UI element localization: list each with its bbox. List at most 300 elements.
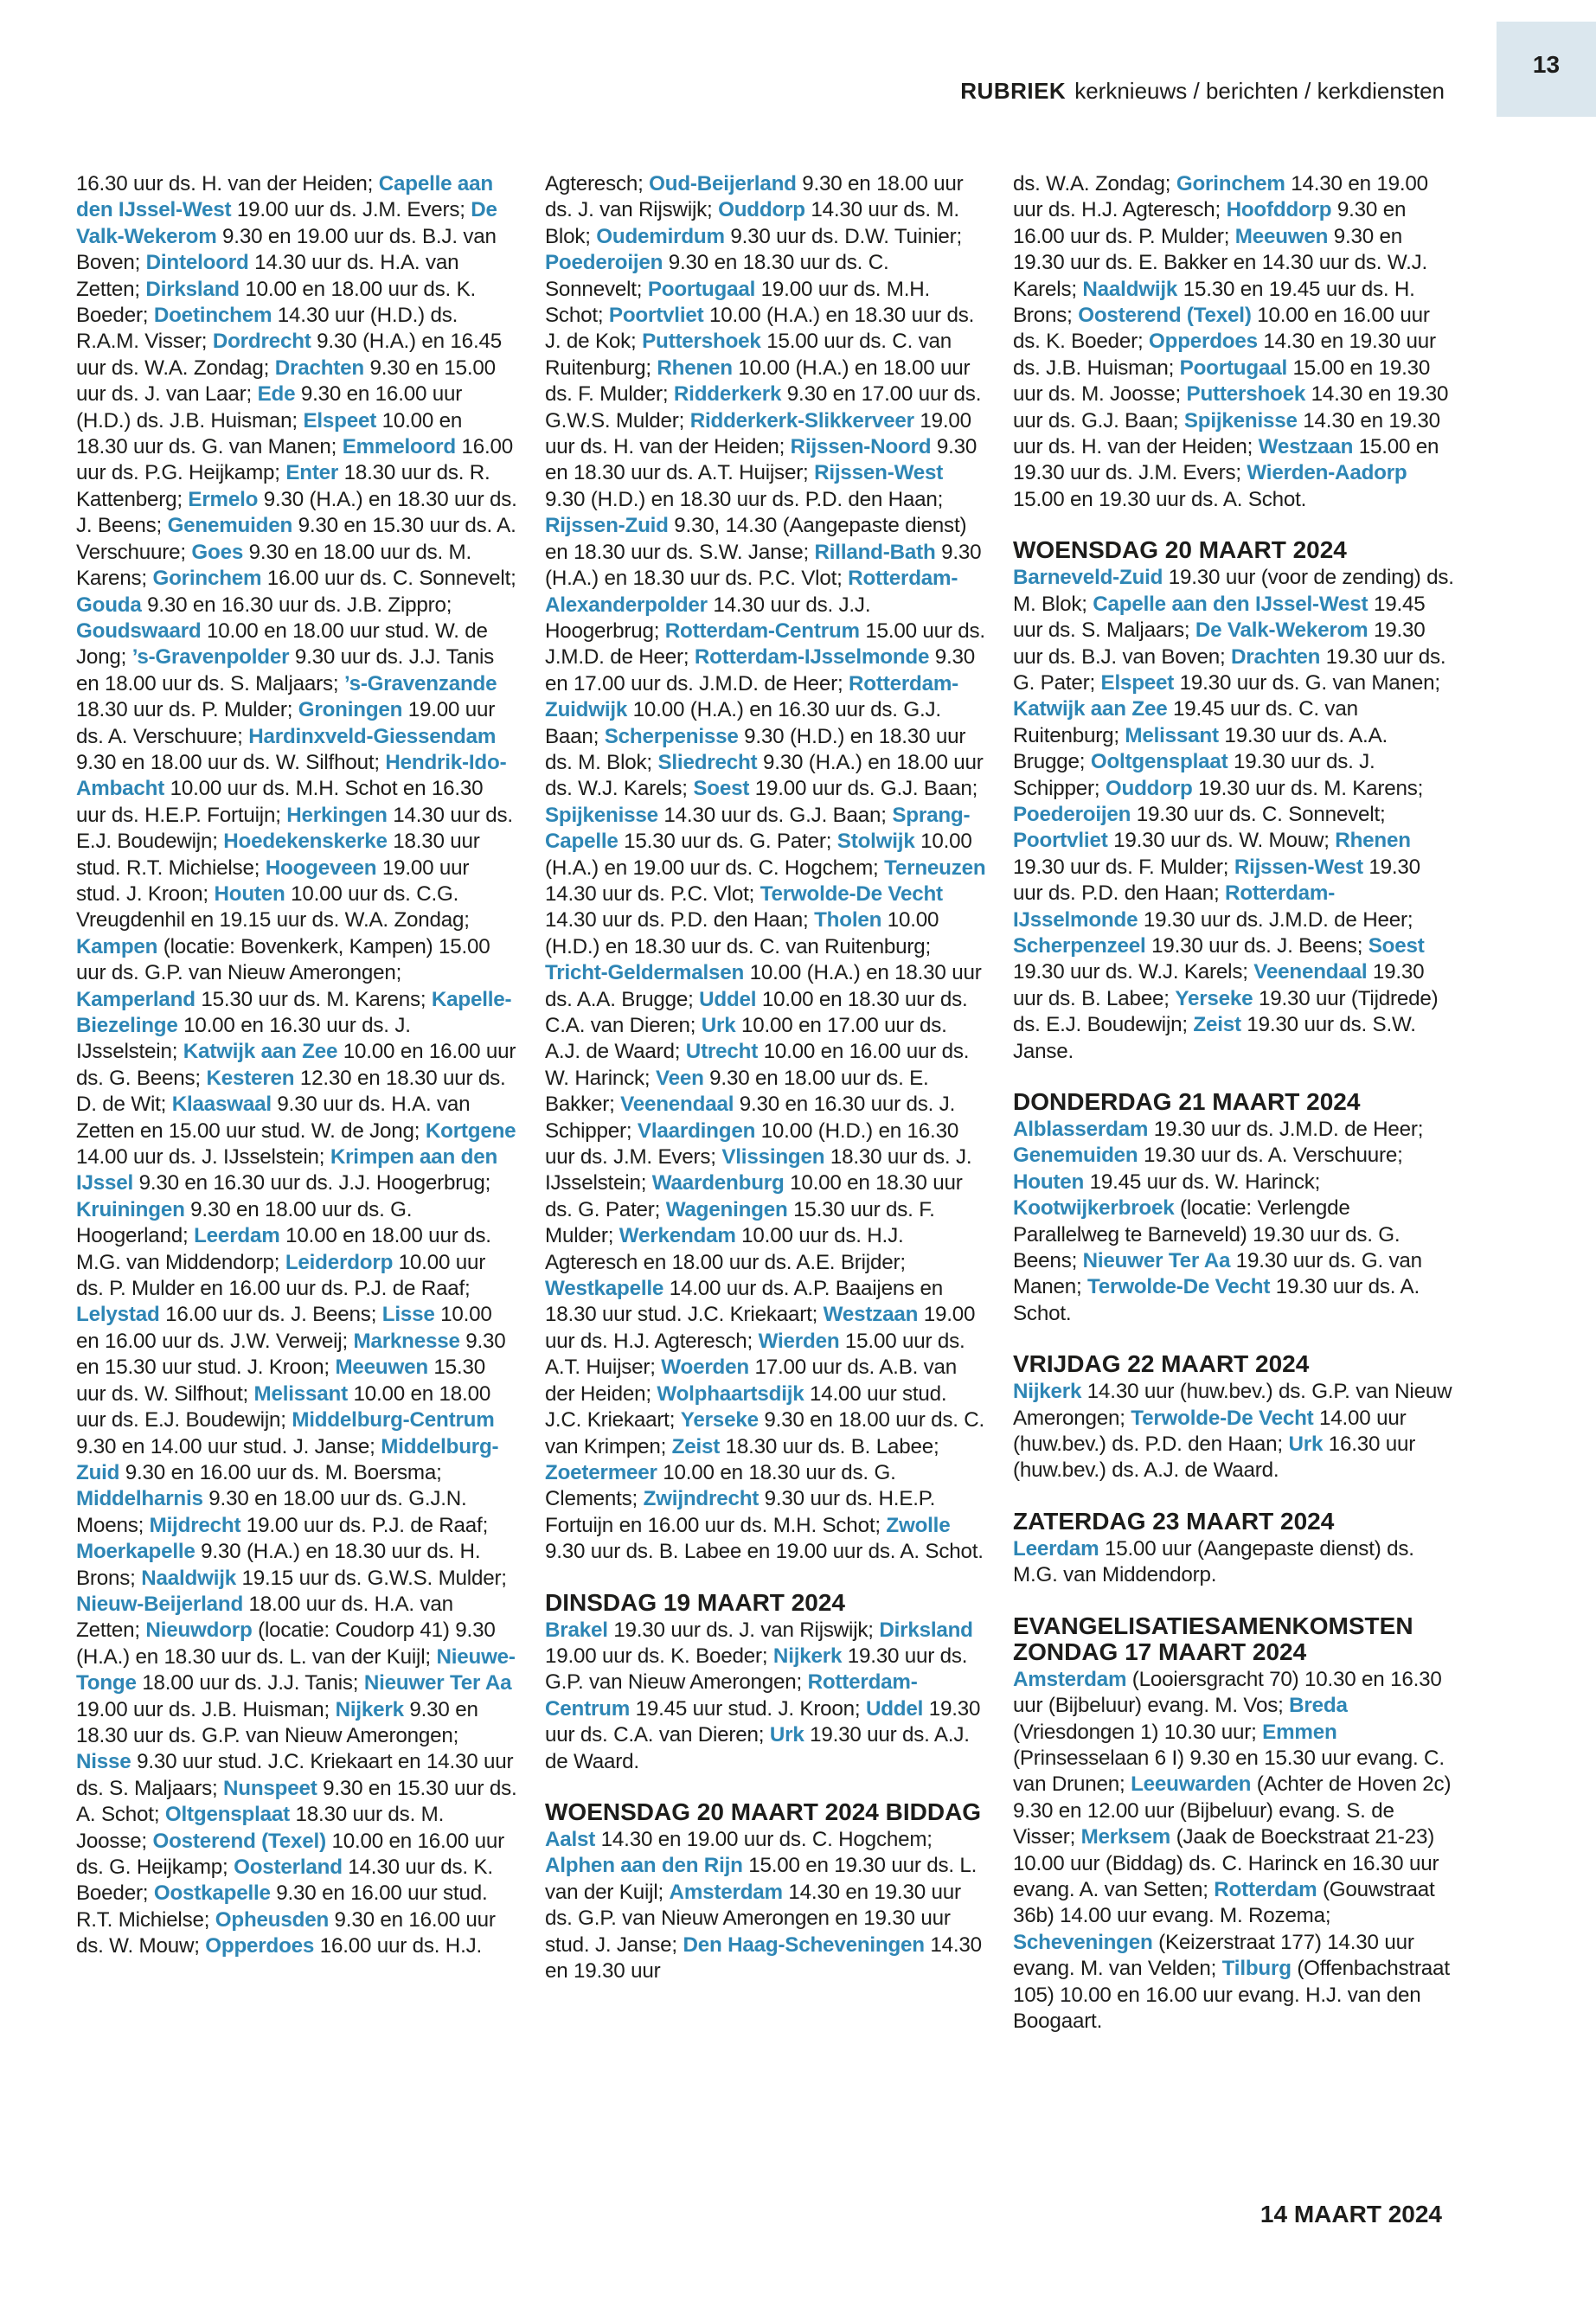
place-name: Rijssen-West [1234, 855, 1363, 879]
place-name: Stolwijk [836, 830, 915, 854]
service-details: 12.30 en 18.30 uur ds. D. de Wit; [76, 1066, 506, 1117]
place-name: Nieuwdorp [145, 1618, 253, 1643]
service-details: 14.30 en 19.00 uur ds. C. Hogchem; [595, 1827, 933, 1851]
service-details: 19.00 uur ds. M.H. Schot; [545, 277, 931, 328]
place-name: Lelystad [76, 1303, 160, 1327]
service-details: 19.30 uur (voor de zending) ds. M. Blok; [1013, 566, 1454, 616]
place-name: Melissant [1125, 723, 1219, 747]
place-name: Kapelle-Biezelinge [76, 987, 512, 1037]
service-details: 14.30 uur ds. E.J. Boudewijn; [76, 803, 513, 854]
place-name: Alphen aan den Rijn [545, 1854, 743, 1878]
place-name: Spijkenisse [545, 803, 658, 827]
place-name: Scheveningen [1013, 1930, 1153, 1954]
service-details: Agteresch; [545, 172, 650, 195]
place-name: Nisse [76, 1750, 131, 1774]
place-name: De Valk-Wekerom [1195, 619, 1368, 643]
service-details: 16.00 uur ds. J. Beens; [159, 1303, 382, 1327]
service-details: 9.30 en 16.00 uur ds. M. Boersma; [119, 1460, 442, 1484]
service-details: (Achter de Hoven 2c) 9.30 en 12.00 uur (Bijbeluur) evang. S. de Visser; [1013, 1772, 1452, 1849]
service-details: 10.00 en 16.00 uur ds. G. Heijkamp; [76, 1829, 504, 1879]
service-details: 18.00 uur ds. H.A. van Zetten; [76, 1592, 453, 1643]
service-details: 18.30 uur stud. R.T. Michielse; [76, 830, 480, 880]
place-name: Oosterend (Texel) [1078, 304, 1252, 328]
service-details: 9.30 en 16.00 uur stud. R.T. Michielse; [76, 1881, 488, 1932]
place-name: Dirksland [879, 1618, 973, 1642]
place-name: Amsterdam [669, 1880, 783, 1904]
place-name: Dordrecht [212, 330, 311, 354]
service-details: 19.00 uur ds. H.J. Agteresch; [545, 1303, 976, 1353]
service-details: 15.00 uur ds. J.M.D. de Heer; [545, 619, 985, 670]
place-name: Capelle aan den IJssel-West [76, 172, 493, 222]
place-name: Waardenburg [651, 1171, 785, 1195]
place-name: Hendrik-Ido-Ambacht [76, 750, 507, 801]
place-name: Groningen [298, 698, 403, 722]
place-name: Genemuiden [1013, 1144, 1138, 1168]
service-details: 10.00 en 18.00 uur ds. E.J. Boudewijn; [76, 1381, 491, 1433]
place-name: Leerdam [194, 1224, 280, 1248]
place-name: Oud-Beijerland [649, 172, 797, 195]
service-listing [545, 1618, 986, 1775]
service-details: 9.30 en 18.00 uur ds. E. Bakker; [545, 1066, 929, 1117]
service-details: 10.00 uur ds. C.G. Vreugdenhil en 19.15 uur ds. W.A. Zondag; [76, 881, 470, 933]
service-details: 14.30 en 19.30 uur ds. H. van der Heiden; [1013, 408, 1440, 459]
rubriek-title: RUBRIEK [960, 78, 1067, 104]
service-details: (Jaak de Boeckstraat 21-23) 10.00 uur (Biddag) ds. C. Harinck en 16.30 uur evang. A. van Setten; [1013, 1825, 1439, 1901]
service-details: 9.30 en 14.00 uur stud. J. Janse; [76, 1434, 381, 1458]
service-details: 9.30 en 16.30 uur ds. J.J. Hoogerbrug; [133, 1171, 491, 1195]
place-name: Rotterdam-Alexanderpolder [545, 567, 958, 617]
place-name: Lisse [381, 1303, 435, 1327]
service-details: 9.30 uur ds. D.W. Tuinier; [724, 224, 963, 248]
service-details: 9.30 en 18.00 uur ds. W. Silfhout; [76, 750, 386, 774]
place-name: Middelharnis [76, 1487, 203, 1511]
service-listing [1013, 1379, 1454, 1484]
place-name: Terwolde-De Vecht [1087, 1275, 1271, 1299]
service-details: 19.30 uur ds. B. Labee; [1013, 960, 1425, 1010]
service-listing [1013, 171, 1454, 513]
place-name: Zoetermeer [545, 1460, 657, 1484]
place-name: Terwolde-De Vecht [1131, 1406, 1314, 1430]
place-name: Tilburg [1221, 1957, 1292, 1981]
service-details: 19.30 uur ds. M. Karens; [1192, 776, 1424, 800]
place-name: Nieuwer Ter Aa [363, 1671, 512, 1695]
service-details: 14.00 uur ds. J. IJsselstein; [76, 1145, 330, 1170]
place-name: Genemuiden [167, 514, 293, 538]
service-details: 10.00 uur ds. M.H. Schot en 16.30 uur ds. H.E.P. Fortuijn; [76, 777, 484, 827]
place-name: Dinteloord [145, 251, 249, 275]
service-details: 15.30 en 19.45 uur ds. H. Brons; [1013, 277, 1415, 328]
service-details: 19.15 uur ds. G.W.S. Mulder; [236, 1566, 507, 1590]
issue-date: 14 MAART 2024 [1259, 2201, 1442, 2227]
service-details: 10.00 en 16.00 uur ds. J.W. Verweij; [76, 1303, 492, 1353]
service-details: 10.00 (H.A.) en 16.30 uur ds. G.J. Baan; [545, 698, 941, 748]
service-details: 10.00 (H.A.) en 19.00 uur ds. C. Hogchem; [545, 830, 972, 880]
service-details: 19.30 uur ds. J. Schipper; [1013, 750, 1375, 800]
service-details: 10.00 (H.D.) en 16.30 uur ds. J.M. Evers; [545, 1118, 959, 1170]
service-details: 9.30 uur ds. B. Labee en 19.00 uur ds. A. Schot. [545, 1540, 984, 1564]
service-details: 10.00 en 17.00 uur ds. A.J. de Waard; [545, 1014, 947, 1064]
place-name: Nijkerk [1013, 1380, 1082, 1404]
place-name: Veenendaal [620, 1093, 734, 1117]
column-3 [1013, 171, 1454, 2035]
service-details: 9.30 en 17.00 uur ds. G.W.S. Mulder; [545, 382, 982, 433]
place-name: Dirksland [145, 277, 240, 301]
place-name: Rotterdam-IJsselmonde [694, 645, 930, 670]
service-details: 9.30, 14.30 (Aangepaste dienst) en 18.30 uur ds. S.W. Janse; [545, 514, 967, 564]
service-details: 10.00 en 16.00 uur ds. G. Beens; [76, 1040, 516, 1090]
place-name: Urk [1288, 1433, 1324, 1457]
place-name: Emmeloord [342, 435, 456, 459]
service-details: 19.30 uur ds. A.A. Brugge; [1013, 723, 1388, 774]
service-details: (Looiersgracht 70) 10.30 en 16.30 uur (Bijbeluur) evang. M. Vos; [1013, 1667, 1442, 1718]
place-name: Rhenen [1335, 829, 1411, 853]
place-name: Naaldwijk [1082, 277, 1178, 301]
place-name: Uddel [865, 1696, 924, 1721]
place-name: Opheusden [215, 1907, 330, 1932]
place-name: Urk [701, 1014, 736, 1037]
place-name: Oosterland [234, 1856, 343, 1879]
service-listing [545, 1827, 986, 1984]
place-name: Alblasserdam [1013, 1118, 1149, 1141]
place-name: Rijssen-Noord [790, 435, 932, 459]
place-name: Ridderkerk-Slikkerveer [689, 408, 914, 433]
service-listing [1013, 1667, 1454, 2035]
service-details: 19.00 uur ds. J.M. Evers; [231, 198, 471, 222]
place-name: Westzaan [1258, 435, 1354, 459]
service-listing [1013, 1536, 1454, 1589]
service-details: 19.30 uur ds. W.J. Karels; [1013, 960, 1254, 984]
place-name: Ouddorp [718, 198, 805, 222]
place-name: Nijkerk [772, 1644, 843, 1668]
place-name: Rilland-Bath [814, 540, 936, 564]
place-name: Nijkerk [335, 1697, 404, 1721]
service-details: 15.30 uur ds. W. Silfhout; [76, 1356, 485, 1406]
place-name: Veenendaal [1253, 960, 1368, 984]
place-name: Emmen [1262, 1720, 1337, 1744]
place-name: Middelburg-Centrum [292, 1408, 495, 1433]
place-name: Krimpen aan den IJssel [76, 1145, 498, 1195]
service-details: 9.30 en 16.30 uur ds. J. Schipper; [545, 1093, 956, 1143]
service-listing [76, 171, 517, 1960]
place-name: Poederoijen [1013, 802, 1131, 826]
day-heading: WOENSDAG 20 MAART 2024 BIDDAG [545, 1798, 982, 1825]
service-details: 9.30 en 15.30 uur ds. A. Verschuure; [76, 514, 516, 564]
service-details: 15.00 en 19.30 uur ds. M. Joosse; [1013, 356, 1431, 407]
service-details: 19.30 uur ds. A. Schot. [1013, 1275, 1420, 1325]
place-name: Hoogeveen [265, 856, 377, 880]
place-name: Sliedrecht [657, 750, 758, 774]
place-name: Kootwijkerbroek [1013, 1196, 1175, 1221]
place-name: Den Haag-Scheveningen [683, 1932, 925, 1957]
service-details: 19.00 uur ds. H. van der Heiden; [545, 408, 971, 459]
service-details: 10.00 en 18.30 uur ds. G. van Manen; [76, 408, 463, 459]
place-name: Herkingen [286, 803, 388, 827]
place-name: Drachten [274, 356, 364, 380]
service-details: 10.00 (H.A.) en 18.30 uur ds. J. de Kok; [545, 304, 975, 354]
place-name: Houten [214, 881, 285, 906]
service-details: 19.30 uur ds. S.W. Janse. [1013, 1013, 1416, 1063]
service-details: 19.45 uur ds. S. Maljaars; [1013, 592, 1426, 643]
service-details: (Keizerstraat 177) 14.30 uur evang. M. van Velden; [1013, 1930, 1414, 1981]
service-details: 9.30 en 15.30 uur stud. J. Kroon; [76, 1329, 506, 1380]
service-details: 19.30 uur ds. A.J. de Waard. [545, 1723, 970, 1773]
service-listing [545, 171, 986, 1566]
service-details: 14.30 uur ds. M. Blok; [545, 198, 959, 248]
place-name: Rotterdam-Zuidwijk [545, 671, 959, 722]
rubriek-subtitle: kerknieuws / berichten / kerkdiensten [1074, 78, 1445, 104]
service-details: 10.00 (H.A.) en 18.30 uur ds. A.A. Brugge; [545, 961, 982, 1011]
service-details: 19.00 uur ds. G.J. Baan; [749, 777, 978, 801]
service-details: 9.30 en 15.30 uur ds. A. Schot; [76, 1776, 517, 1827]
place-name: Gorinchem [1176, 172, 1285, 195]
service-details: 14.00 uur ds. A.P. Baaijens en 18.30 uur stud. J.C. Kriekaart; [545, 1277, 943, 1327]
service-details: 14.30 uur ds. G.J. Baan; [657, 803, 893, 827]
service-details: 19.00 uur ds. A. Verschuure; [76, 698, 496, 748]
service-details: 19.30 uur ds. A. Verschuure; [1138, 1144, 1403, 1168]
service-details: 9.30 (H.A.) en 18.30 uur ds. P.C. Vlot; [545, 540, 982, 591]
service-details: (Offenbachstraat 105) 10.00 en 16.00 uur evang. H.J. van den Boogaart. [1013, 1957, 1450, 2033]
place-name: Zwijndrecht [643, 1487, 760, 1511]
service-details: 18.30 uur ds. J. IJsselstein; [545, 1145, 972, 1195]
service-details: 15.30 uur ds. F. Mulder; [545, 1197, 935, 1248]
service-details: 9.30 uur ds. H.E.P. Fortuijn en 16.00 uur ds. M.H. Schot; [545, 1487, 936, 1537]
place-name: Rijssen-West [814, 461, 944, 485]
service-details: 9.30 en 18.30 uur ds. A.T. Huijser; [545, 435, 977, 485]
place-name: ’s-Gravenpolder [131, 645, 290, 670]
place-name: Terneuzen [884, 856, 986, 880]
place-name: Puttershoek [1186, 382, 1306, 407]
place-name: Rotterdam [1214, 1877, 1317, 1901]
service-details: 14.30 uur (huw.bev.) ds. G.P. van Nieuw Amerongen; [1013, 1380, 1452, 1430]
place-name: Poortugaal [1179, 356, 1287, 380]
service-details: 15.00 uur ds. C. van Ruitenburg; [545, 330, 952, 380]
service-details: 18.30 uur ds. M. Joosse; [76, 1803, 445, 1853]
service-details: 9.30 en 18.00 uur ds. J. van Rijswijk; [545, 172, 964, 222]
service-details: 15.30 uur ds. G. Pater; [618, 830, 837, 854]
service-details: 17.00 uur ds. A.B. van der Heiden; [545, 1356, 958, 1406]
place-name: Goudswaard [76, 619, 202, 643]
service-details: (Gouwstraat 36b) 14.00 uur evang. M. Rozema; [1013, 1877, 1435, 1928]
service-details: 19.30 uur ds. G. van Manen; [1013, 1249, 1422, 1299]
place-name: Breda [1289, 1694, 1348, 1718]
place-name: Scherpenisse [604, 724, 739, 748]
place-name: Rijssen-Zuid [545, 514, 669, 538]
service-details: 9.30 (H.A.) en 18.30 uur ds. H. Brons; [76, 1540, 481, 1590]
service-details: 19.30 uur ds. J.M.D. de Heer; [1148, 1118, 1424, 1141]
place-name: Poederoijen [545, 251, 663, 275]
place-name: Woerden [661, 1356, 749, 1380]
service-details: 15.00 en 19.30 uur ds. A. Schot. [1013, 487, 1307, 511]
place-name: Yerseke [680, 1408, 759, 1433]
service-details: 19.30 uur ds. C.A. van Dieren; [545, 1696, 981, 1747]
place-name: Oudemirdum [596, 224, 725, 248]
place-name: Kampen [76, 934, 158, 958]
day-heading: EVANGELISATIESAMENKOMSTEN ZONDAG 17 MAART 2024 [1013, 1612, 1413, 1665]
place-name: Tricht-Geldermalsen [545, 961, 745, 985]
service-details: 16.00 uur ds. C. Sonnevelt; [261, 567, 516, 591]
service-details: 9.30 en 19.30 uur ds. E. Bakker en 14.30 uur ds. W.J. Karels; [1013, 224, 1428, 301]
place-name: Uddel [699, 987, 757, 1011]
service-details: 9.30 en 19.00 uur ds. B.J. van Boven; [76, 224, 497, 275]
place-name: Katwijk aan Zee [1013, 697, 1168, 721]
place-name: Capelle aan den IJssel-West [1093, 592, 1368, 616]
place-name: Terwolde-De Vecht [760, 881, 943, 906]
place-name: Opperdoes [1149, 330, 1258, 354]
service-details: 10.00 en 18.00 uur ds. M.G. van Middendorp; [76, 1224, 491, 1274]
service-details: 10.00 en 18.30 uur ds. G. Pater; [545, 1171, 963, 1221]
service-details: ds. W.A. Zondag; [1013, 172, 1176, 195]
service-details: 15.00 en 19.30 uur ds. L. van der Kuijl; [545, 1854, 977, 1904]
service-details: 10.00 en 18.30 uur ds. C.A. van Dieren; [545, 987, 968, 1037]
service-details: 9.30 en 18.30 uur ds. C. Sonnevelt; [545, 251, 889, 301]
place-name: Enter [285, 461, 339, 485]
place-name: Zeist [1193, 1013, 1241, 1037]
place-name: Poortvliet [608, 304, 704, 328]
place-name: Gouda [76, 593, 142, 617]
place-name: Melissant [253, 1381, 348, 1406]
place-name: Kortgene [425, 1118, 516, 1143]
place-name: Elspeet [303, 408, 377, 433]
day-heading: VRIJDAG 22 MAART 2024 [1013, 1350, 1310, 1378]
place-name: Zwolle [886, 1513, 951, 1537]
place-name: Meeuwen [335, 1356, 428, 1380]
service-details: 14.00 uur (huw.bev.) ds. P.D. den Haan; [1013, 1406, 1407, 1457]
service-details: 19.30 uur ds. C. Sonnevelt; [1131, 802, 1386, 826]
service-details: 19.30 uur ds. P.D. den Haan; [1013, 855, 1420, 906]
place-name: Katwijk aan Zee [183, 1040, 338, 1064]
place-name: Vlissingen [721, 1145, 825, 1170]
service-details: 10.00 en 18.00 uur ds. K. Boeder; [76, 277, 477, 328]
service-details: 9.30 en 18.30 uur ds. G.P. van Nieuw Amerongen; [76, 1697, 478, 1747]
place-name: Kamperland [76, 987, 195, 1011]
place-name: Vlaardingen [637, 1118, 756, 1143]
day-heading: ZATERDAG 23 MAART 2024 [1013, 1507, 1335, 1535]
place-name: Wolphaartsdijk [657, 1381, 804, 1406]
service-details: 9.30 en 16.30 uur ds. J.B. Zippro; [141, 593, 452, 617]
place-name: Merksem [1080, 1825, 1171, 1849]
place-name: Scherpenzeel [1013, 933, 1146, 958]
service-details: 15.30 uur ds. M. Karens; [195, 987, 432, 1011]
place-name: Wageningen [665, 1197, 788, 1221]
service-details: 16.30 uur (huw.bev.) ds. A.J. de Waard. [1013, 1433, 1416, 1483]
service-details: 9.30 en 18.00 uur ds. C. van Krimpen; [545, 1408, 985, 1458]
service-details: 10.00 en 16.00 uur ds. K. Boeder; [1013, 304, 1430, 354]
place-name: Sprang-Capelle [545, 803, 971, 854]
place-name: Werkendam [619, 1224, 736, 1248]
place-name: Drachten [1231, 644, 1321, 669]
place-name: Nunspeet [223, 1776, 317, 1800]
place-name: Rotterdam-IJsselmonde [1013, 881, 1336, 932]
service-details: 19.30 uur (Tijdrede) ds. E.J. Boudewijn; [1013, 986, 1439, 1037]
place-name: Doetinchem [153, 304, 272, 328]
service-details: 9.30 en 16.00 uur ds. W. Mouw; [76, 1907, 496, 1958]
service-details: 10.00 uur ds. H.J. Agteresch en 18.00 uur ds. A.E. Brijder; [545, 1224, 906, 1274]
service-listing [1013, 1117, 1454, 1327]
place-name: Nieuwe-Tonge [76, 1644, 516, 1695]
place-name: Aalst [545, 1827, 596, 1851]
service-details: 14.30 en 19.30 uur ds. G.J. Baan; [1013, 382, 1449, 433]
service-details: 19.30 uur ds. B.J. van Boven; [1013, 619, 1426, 669]
place-name: Poortvliet [1013, 829, 1108, 853]
place-name: Leeuwarden [1131, 1772, 1252, 1797]
place-name: Yerseke [1175, 986, 1253, 1010]
place-name: Wierden-Aadorp [1247, 461, 1407, 485]
place-name: Veen [655, 1066, 704, 1090]
service-details: 19.30 uur ds. G.P. van Nieuw Amerongen; [545, 1644, 968, 1695]
place-name: Houten [1013, 1170, 1085, 1194]
place-name: Wierden [758, 1329, 840, 1353]
service-details: 19.00 uur ds. P.J. de Raaf; [240, 1513, 489, 1537]
place-name: Gorinchem [152, 567, 262, 591]
place-name: Puttershoek [642, 330, 761, 354]
service-details: 16.00 uur ds. P.G. Heijkamp; [76, 435, 514, 485]
place-name: Amsterdam [1013, 1667, 1127, 1691]
place-name: Middelburg-Zuid [76, 1434, 499, 1484]
service-details: 16.00 uur ds. H.J. [314, 1934, 483, 1958]
service-details: 9.30 (H.D.) en 18.30 uur ds. M. Blok; [545, 724, 966, 774]
service-details: 18.30 uur ds. P. Mulder; [76, 698, 298, 722]
place-name: Leiderdorp [285, 1250, 394, 1274]
service-details: 19.30 uur ds. J. van Rijswijk; [607, 1618, 880, 1642]
service-details: 15.00 uur ds. A.T. Huijser; [545, 1329, 965, 1380]
place-name: Spijkenisse [1183, 408, 1298, 433]
service-details: 14.30 en 19.30 uur ds. G.P. van Nieuw Amerongen en 19.30 uur stud. J. Janse; [545, 1880, 961, 1957]
service-details: 9.30 uur stud. J.C. Kriekaart en 14.30 uur ds. S. Maljaars; [76, 1750, 514, 1800]
service-details: 10.00 (H.A.) en 18.00 uur ds. F. Mulder; [545, 356, 971, 407]
service-details: 14.30 uur ds. P.C. Vlot; [545, 881, 760, 906]
service-details: 19.45 uur stud. J. Kroon; [630, 1696, 866, 1721]
place-name: Oostkapelle [153, 1881, 271, 1906]
place-name: Rhenen [657, 356, 733, 380]
section-label [960, 78, 1445, 105]
place-name: Kesteren [206, 1066, 295, 1090]
place-name: Brakel [545, 1618, 608, 1642]
service-details: (Vriesdongen 1) 10.30 uur; [1013, 1720, 1263, 1744]
place-name: Rotterdam-Centrum [545, 1670, 918, 1721]
day-heading: WOENSDAG 20 MAART 2024 [1013, 536, 1347, 564]
service-details: 10.00 en 16.00 uur ds. W. Harinck; [545, 1040, 970, 1090]
place-name: Marknesse [353, 1329, 460, 1353]
place-name: ’s-Gravenzande [343, 671, 497, 695]
service-details: 9.30 uur ds. H.A. van Zetten en 15.00 uur stud. W. de Jong; [76, 1093, 471, 1143]
service-details: 9.30 en 16.00 uur (H.D.) ds. J.B. Huisman; [76, 382, 463, 433]
place-name: Moerkapelle [76, 1540, 195, 1564]
page-number: 13 [1497, 22, 1596, 117]
day-heading: DINSDAG 19 MAART 2024 [545, 1588, 845, 1616]
place-name: Soest [693, 777, 750, 801]
service-details: 14.30 uur ds. H.A. van Zetten; [76, 251, 459, 301]
service-details: 19.00 uur ds. K. Boeder; [545, 1644, 773, 1668]
place-name: Oltgensplaat [164, 1803, 290, 1827]
place-name: Rotterdam-Centrum [664, 619, 860, 643]
place-name: Hardinxveld-Giessendam [248, 724, 497, 748]
service-details: 9.30 (H.D.) en 18.30 uur ds. P.D. den Haan; [545, 487, 944, 511]
place-name: Hoofddorp [1226, 198, 1332, 222]
service-details: (locatie: Bovenkerk, Kampen) 15.00 uur ds. G.P. van Nieuw Amerongen; [76, 934, 490, 985]
place-name: Kruiningen [76, 1197, 185, 1221]
service-details: 19.45 uur ds. C. van Ruitenburg; [1013, 697, 1358, 747]
service-details: 18.30 uur ds. B. Labee; [720, 1434, 939, 1458]
column-2 [545, 171, 986, 1984]
place-name: Tholen [814, 908, 882, 933]
place-name: Ridderkerk [673, 382, 782, 407]
place-name: Soest [1368, 933, 1425, 958]
place-name: Ooltgensplaat [1090, 750, 1228, 774]
service-details: 14.30 uur ds. J.J. Hoogerbrug; [545, 593, 871, 643]
service-details: (locatie: Verlengde Parallelweg te Barneveld) 19.30 uur ds. G. Beens; [1013, 1196, 1401, 1273]
place-name: Klaaswaal [171, 1093, 272, 1117]
service-details: 19.00 uur stud. J. Kroon; [76, 856, 470, 906]
